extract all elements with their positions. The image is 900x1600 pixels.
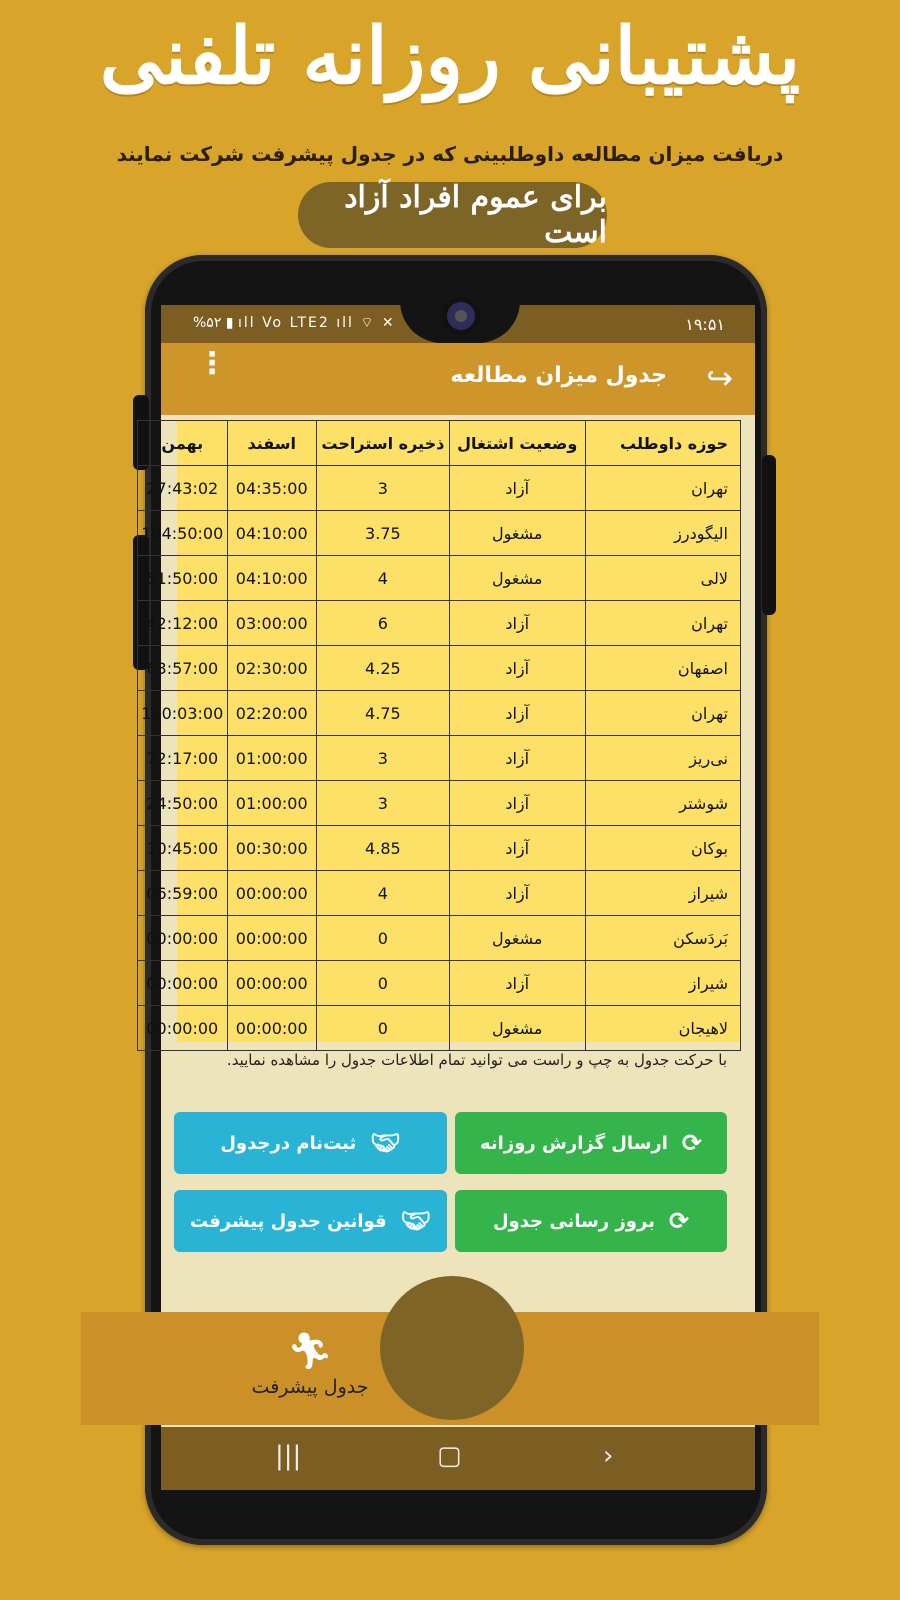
table-cell: تهران [585, 691, 740, 736]
table-cell: 03:00:00 [227, 601, 316, 646]
refresh-icon: ⟳ [668, 1207, 690, 1235]
table-cell: 00:00:00 [227, 916, 316, 961]
rules-label: قوانین جدول پیشرفت [189, 1210, 387, 1232]
table-cell: لاهیجان [585, 1006, 740, 1051]
table-cell: 04:10:00 [227, 511, 316, 556]
table-cell: شیراز [585, 961, 740, 1006]
table-row [138, 916, 741, 961]
table-cell: 04:10:00 [227, 556, 316, 601]
table-row [138, 556, 741, 601]
table-cell: نی‌ریز [585, 736, 740, 781]
table-cell: شوشتر [585, 781, 740, 826]
power-button [762, 455, 776, 615]
table-cell: 4.25 [316, 646, 449, 691]
table-cell: 3.75 [316, 511, 449, 556]
table-cell: تهران [585, 466, 740, 511]
table-row [138, 961, 741, 1006]
table-cell: بَردَسکن [585, 916, 740, 961]
table-row [138, 646, 741, 691]
table-cell: 42:12:00 [138, 601, 228, 646]
page-title: جدول میزان مطالعه [450, 363, 667, 388]
table-cell: 3 [316, 736, 449, 781]
table-cell: مشغول [449, 556, 585, 601]
table-cell: 01:00:00 [227, 736, 316, 781]
table-cell: 4 [316, 556, 449, 601]
table-cell: 06:59:00 [138, 871, 228, 916]
table-row [138, 466, 741, 511]
table-cell: آزاد [449, 601, 585, 646]
status-icons: %۵۲ ▮ ıll Vo LTE2 ıll ⌔ ✕ [193, 315, 396, 331]
refresh-table-button[interactable] [455, 1190, 727, 1252]
refresh-icon: ⟳ [681, 1129, 703, 1157]
table-cell: 3 [316, 781, 449, 826]
table-cell: 0 [316, 961, 449, 1006]
table-cell: الیگودرز [585, 511, 740, 556]
table-row [138, 871, 741, 916]
header-rest-reserve: ذخیره استراحت [316, 421, 449, 466]
table-row [138, 736, 741, 781]
back-arrow-icon[interactable]: ↪ [706, 359, 733, 397]
table-row [138, 1006, 741, 1051]
handshake-icon: 🤝︎ [370, 1129, 401, 1157]
table-cell: 00:00:00 [138, 1006, 228, 1051]
status-time: ۱۹:۵۱ [685, 315, 725, 334]
system-nav-bar [161, 1427, 755, 1490]
back-icon[interactable]: › [603, 1441, 614, 1471]
recent-apps-icon[interactable]: ||| [275, 1441, 302, 1471]
table-row [138, 781, 741, 826]
table-cell: 27:43:02 [138, 466, 228, 511]
study-table-scroll[interactable] [141, 420, 741, 1042]
table-cell: 02:30:00 [227, 646, 316, 691]
table-cell: مشغول [449, 916, 585, 961]
app-bar [161, 343, 755, 415]
table-cell: آزاد [449, 646, 585, 691]
send-daily-report-label: ارسال گزارش روزانه [479, 1132, 668, 1154]
camera-icon [442, 297, 480, 335]
table-cell: آزاد [449, 781, 585, 826]
promo-subline: دریافت میزان مطالعه داوطلبینی که در جدول پیشرفت شرکت نمایند [116, 142, 784, 166]
table-cell: 00:00:00 [227, 871, 316, 916]
refresh-table-label: بروز رسانی جدول [492, 1210, 655, 1232]
scroll-hint: با حرکت جدول به چپ و راست می توانید تمام اطلاعات جدول را مشاهده نمایید. [226, 1051, 727, 1069]
table-cell: 3 [316, 466, 449, 511]
table-cell: مشغول [449, 511, 585, 556]
rules-button[interactable] [174, 1190, 447, 1252]
table-cell: اصفهان [585, 646, 740, 691]
table-cell: 6 [316, 601, 449, 646]
table-cell: 00:00:00 [138, 961, 228, 1006]
table-cell: 51:50:00 [138, 556, 228, 601]
table-cell: 4.85 [316, 826, 449, 871]
table-cell: آزاد [449, 961, 585, 1006]
study-table [137, 420, 741, 1051]
table-cell: لالی [585, 556, 740, 601]
table-header-row [138, 421, 741, 466]
register-label: ثبت‌نام درجدول [220, 1132, 357, 1154]
table-cell: 10:45:00 [138, 826, 228, 871]
table-cell: مشغول [449, 1006, 585, 1051]
header-esfand: اسفند [227, 421, 316, 466]
promo-headline: پشتیبانی روزانه تلفنی [99, 11, 801, 102]
table-cell: 0 [316, 1006, 449, 1051]
handshake-icon: 🤝︎ [400, 1207, 432, 1235]
running-person-icon: 🏃︎ [287, 1331, 333, 1372]
table-cell: 04:35:00 [227, 466, 316, 511]
table-cell: آزاد [449, 826, 585, 871]
table-cell: آزاد [449, 691, 585, 736]
table-row [138, 826, 741, 871]
table-row [138, 691, 741, 736]
table-cell: 72:17:00 [138, 736, 228, 781]
table-cell: 00:00:00 [138, 916, 228, 961]
table-cell: تهران [585, 601, 740, 646]
table-cell: آزاد [449, 736, 585, 781]
table-cell: شیراز [585, 871, 740, 916]
table-cell: 02:20:00 [227, 691, 316, 736]
table-cell: 4.75 [316, 691, 449, 736]
register-button[interactable] [174, 1112, 447, 1174]
table-cell: 100:03:00 [138, 691, 228, 736]
promo-pill: برای عموم افراد آزاد است [298, 182, 607, 248]
center-fab[interactable] [380, 1276, 524, 1420]
home-icon[interactable]: ▢ [437, 1441, 462, 1471]
more-menu-icon[interactable]: ⋮ [197, 346, 227, 381]
table-cell: 4 [316, 871, 449, 916]
table-cell: 00:00:00 [227, 1006, 316, 1051]
table-row [138, 601, 741, 646]
table-cell: 00:30:00 [227, 826, 316, 871]
table-cell: بوکان [585, 826, 740, 871]
nav-item-progress-table[interactable] [240, 1330, 380, 1398]
table-cell: آزاد [449, 466, 585, 511]
nav-item-progress-label: جدول پیشرفت [251, 1376, 369, 1398]
send-daily-report-button[interactable] [455, 1112, 727, 1174]
header-region: حوزه داوطلب [585, 421, 740, 466]
table-cell: آزاد [449, 871, 585, 916]
table-cell: 63:57:00 [138, 646, 228, 691]
table-cell: 00:00:00 [227, 961, 316, 1006]
table-cell: 24:50:00 [138, 781, 228, 826]
header-employment: وضعیت اشتغال [449, 421, 585, 466]
table-cell: 0 [316, 916, 449, 961]
table-row [138, 511, 741, 556]
header-bahman: بهمن [138, 421, 228, 466]
table-cell: 01:00:00 [227, 781, 316, 826]
table-cell: 104:50:00 [138, 511, 228, 556]
